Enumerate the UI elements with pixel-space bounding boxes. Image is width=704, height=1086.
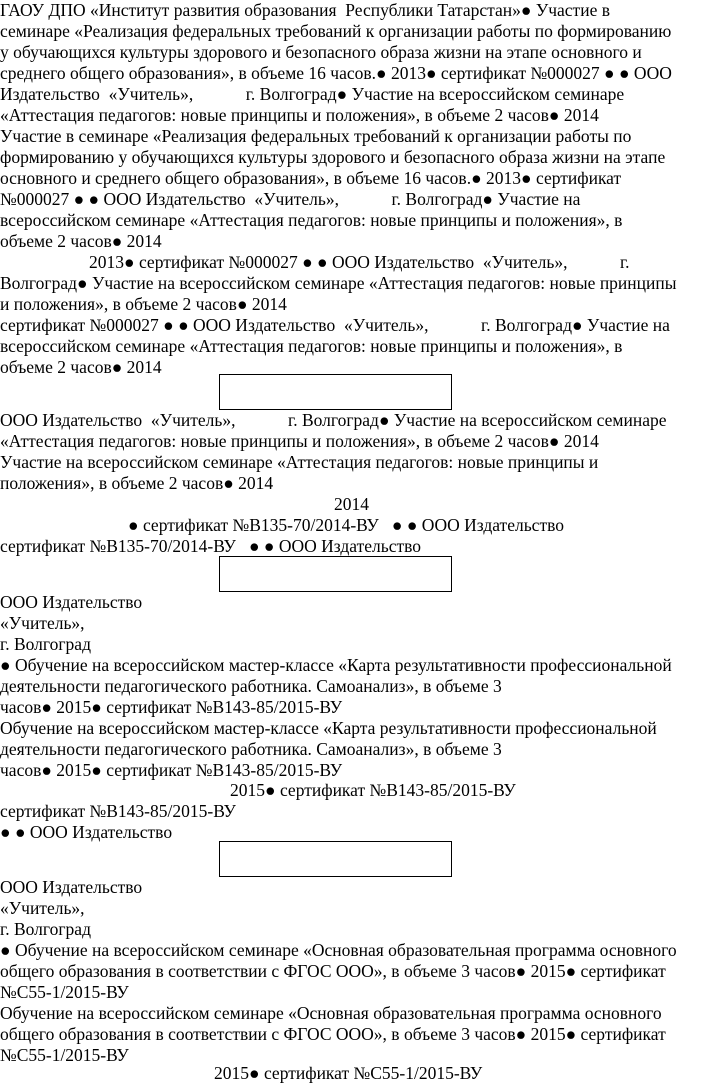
text-line: деятельности педагогического работника. Самоанализ», в объеме 3 <box>0 739 502 759</box>
text-line: Обучение на всероссийском мастер-классе «Карта результативности профессиональной <box>0 718 657 738</box>
text-line: ГАОУ ДПО «Институт развития образования Республики Татарстан»● Участие в <box>0 0 610 20</box>
text-line: сертификат №В135-70/2014-ВУ ● ● ООО Издательство <box>0 536 422 556</box>
text-line: сертификат №000027 ● ● ООО Издательство «Учитель», г. Волгоград● Участие на <box>0 315 670 335</box>
text-line: и положения», в объеме 2 часов● 2014 <box>0 294 287 314</box>
text-line: №С55-1/2015-ВУ <box>0 1045 129 1065</box>
text-line: ООО Издательство <box>0 877 143 897</box>
text-line: ● Обучение на всероссийском семинаре «Основная образовательная программа основного <box>0 940 677 960</box>
text-line: общего образования в соответствии с ФГОС ООО», в объеме 3 часов● 2015● сертификат <box>0 961 666 981</box>
text-line: г. Волгоград <box>0 634 91 654</box>
text-line: Участие на всероссийском семинаре «Аттестация педагогов: новые принципы и <box>0 452 599 472</box>
text-line: объеме 2 часов● 2014 <box>0 231 162 251</box>
text-line: у обучающихся культуры здорового и безопасного образа жизни на этапе основного и <box>0 42 642 62</box>
text-line: часов● 2015● сертификат №В143-85/2015-ВУ <box>0 697 343 717</box>
text-line: объеме 2 часов● 2014 <box>0 357 162 377</box>
text-line: сертификат №В143-85/2015-ВУ <box>0 801 236 821</box>
text-line: ООО Издательство «Учитель», г. Волгоград● Участие на всероссийском семинаре <box>0 410 667 430</box>
text-line: Волгоград● Участие на всероссийском семинаре «Аттестация педагогов: новые принципы <box>0 273 677 293</box>
text-line: всероссийском семинаре «Аттестация педагогов: новые принципы и положения», в <box>0 336 623 356</box>
text-line: всероссийском семинаре «Аттестация педагогов: новые принципы и положения», в <box>0 210 623 230</box>
text-line: формированию у обучающихся культуры здорового и безопасного образа жизни на этапе <box>0 147 666 167</box>
text-line: 2015● сертификат №С55-1/2015-ВУ <box>214 1063 483 1083</box>
text-line: 2013● сертификат №000027 ● ● ООО Издательство «Учитель», г. <box>89 252 630 272</box>
empty-box <box>219 841 452 877</box>
text-line: часов● 2015● сертификат №В143-85/2015-ВУ <box>0 760 343 780</box>
text-line: Участие в семинаре «Реализация федеральных требований к организации работы по <box>0 126 632 146</box>
text-line: «Аттестация педагогов: новые принципы и положения», в объеме 2 часов● 2014 <box>0 105 599 125</box>
text-line: среднего общего образования», в объеме 16 часов.● 2013● сертификат №000027 ● ● ООО <box>0 63 672 83</box>
text-line: 2015● сертификат №В143-85/2015-ВУ <box>230 780 516 800</box>
text-line: ● сертификат №В135-70/2014-ВУ ● ● ООО Издательство <box>128 515 564 535</box>
text-line: «Аттестация педагогов: новые принципы и положения», в объеме 2 часов● 2014 <box>0 431 599 451</box>
text-line: деятельности педагогического работника. Самоанализ», в объеме 3 <box>0 676 502 696</box>
text-line: «Учитель», <box>0 613 85 633</box>
text-line: ● ● ООО Издательство <box>0 822 173 842</box>
text-line: №000027 ● ● ООО Издательство «Учитель», г. Волгоград● Участие на <box>0 189 581 209</box>
text-line: №С55-1/2015-ВУ <box>0 982 129 1002</box>
text-line: Обучение на всероссийском семинаре «Основная образовательная программа основного <box>0 1003 662 1023</box>
text-line: 2014 <box>334 494 369 514</box>
empty-box <box>219 374 452 410</box>
text-line: г. Волгоград <box>0 919 91 939</box>
text-line: «Учитель», <box>0 898 85 918</box>
text-line: ООО Издательство <box>0 592 143 612</box>
empty-box <box>219 556 452 592</box>
text-line: ● Обучение на всероссийском мастер-классе «Карта результативности профессиональной <box>0 655 672 675</box>
text-line: Издательство «Учитель», г. Волгоград● Участие на всероссийском семинаре <box>0 84 625 104</box>
text-line: положения», в объеме 2 часов● 2014 <box>0 473 274 493</box>
text-line: семинаре «Реализация федеральных требований к организации работы по формированию <box>0 21 672 41</box>
text-line: общего образования в соответствии с ФГОС ООО», в объеме 3 часов● 2015● сертификат <box>0 1024 666 1044</box>
text-line: основного и среднего общего образования», в объеме 16 часов.● 2013● сертификат <box>0 168 622 188</box>
